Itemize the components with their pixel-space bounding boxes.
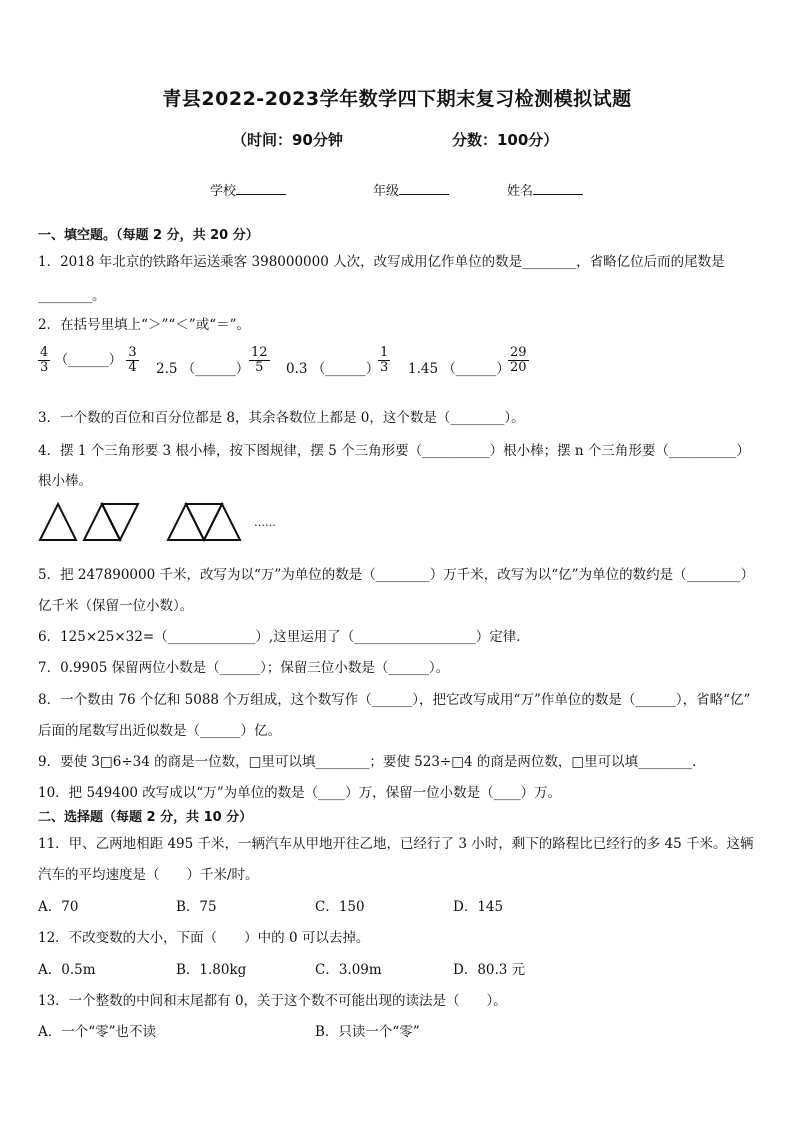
q11-option-a[interactable]: A．70 — [38, 899, 79, 915]
comparison-2 — [156, 357, 249, 377]
q11-option-c[interactable]: C．150 — [315, 899, 365, 915]
section-fill-blank: 一、填空题。（每题 2 分，共 20 分） — [38, 228, 259, 243]
compare-blank-4[interactable]: （______） — [442, 361, 510, 377]
question-7: 7．0.9905 保留两位小数是（______）；保留三位小数是（______）。 — [38, 660, 450, 676]
decimal-value: 2.5 — [156, 361, 178, 377]
question-11-line1: 11．甲、乙两地相距 495 千米，一辆汽车从甲地开往乙地，已经行了 3 小时，剩下的路程比已经行的多 45 千米。这辆 — [38, 836, 754, 852]
question-12: 12．不改变数的大小，下面（ ）中的 0 可以去掉。 — [38, 930, 370, 946]
comparison-4 — [408, 357, 510, 377]
q11-option-b[interactable]: B．75 — [176, 899, 217, 915]
q13-option-a[interactable]: A．一个“零”也不读 — [38, 1024, 157, 1040]
q11-option-d[interactable]: D．145 — [453, 899, 504, 915]
q12-option-d[interactable]: D．80.3 元 — [453, 962, 526, 978]
fraction: $\frac{1}{3}$ — [380, 345, 389, 376]
triangle-group-3 — [168, 504, 240, 540]
question-4-line1: 4．摆 1 个三角形要 3 根小棒，按下图规律，摆 5 个三角形要（__________）根小棒；摆 n 个三角形要（__________） — [38, 443, 750, 459]
section-multiple-choice: 二、选择题（每题 2 分，共 10 分） — [38, 810, 253, 825]
question-5-line2: 亿千米（保留一位小数）。 — [38, 598, 194, 614]
score-label: 分数：100分） — [452, 131, 559, 149]
compare-blank-2[interactable]: （______） — [181, 361, 250, 377]
question-10: 10．把 549400 改写成以“万”为单位的数是（____）万，保留一位小数是（____）万。 — [38, 785, 562, 801]
name-field[interactable] — [507, 180, 583, 199]
question-5-line1: 5．把 247890000 千米，改写为以“万”为单位的数是（________）万千米，改写为以“亿”为单位的数约是（________） — [38, 567, 755, 583]
time-label: （时间：90分钟 — [232, 131, 343, 149]
compare-blank-1[interactable]: （______） — [54, 352, 123, 369]
question-2: 2．在括号里填上“＞”“＜”或“＝”。 — [38, 317, 250, 333]
decimal-value: 0.3 — [286, 361, 308, 377]
question-8-line2: 后面的尾数写出近似数是（______）亿。 — [38, 723, 281, 739]
name-label: 姓名 — [507, 184, 534, 199]
triangle-pattern-figure — [36, 500, 246, 544]
fraction: $\frac{12}{5}$ — [251, 345, 268, 376]
school-field[interactable] — [210, 180, 286, 199]
question-6: 6．125×25×32=（_____________）,这里运用了（__________________）定律． — [38, 629, 530, 645]
q12-option-b[interactable]: B．1.80kg — [176, 962, 247, 978]
comparison-2-fraction — [249, 346, 270, 376]
grade-label: 年级 — [373, 184, 400, 199]
page-title: 青县2022-2023学年数学四下期末复习检测模拟试题 — [162, 88, 632, 110]
q13-option-b[interactable]: B．只读一个“零” — [315, 1024, 420, 1040]
question-4-line2: 根小棒。 — [38, 473, 92, 489]
comparison-4-fraction — [508, 346, 529, 376]
comparison-1 — [38, 346, 139, 376]
question-1-line1: 1．2018 年北京的铁路年运送乘客 398000000 人次，改写成用亿作单位的数是________，省略亿位后而的尾数是 — [38, 254, 725, 270]
question-11-line2: 汽车的平均速度是（ ）千米/时。 — [38, 867, 259, 883]
grade-blank[interactable] — [399, 182, 449, 195]
triangle-group-1 — [40, 504, 76, 540]
q12-option-a[interactable]: A．0.5m — [38, 962, 96, 978]
ellipsis: …… — [254, 516, 276, 529]
compare-blank-3[interactable]: （______） — [311, 361, 380, 377]
decimal-value: 1.45 — [408, 361, 439, 377]
school-label: 学校 — [210, 184, 237, 199]
school-blank[interactable] — [236, 182, 286, 195]
comparison-3-fraction — [378, 346, 390, 376]
question-9: 9．要使 3□6÷34 的商是一位数，□里可以填________；要使 523÷□4 的商是两位数，□里可以填________． — [38, 754, 706, 770]
q12-option-c[interactable]: C．3.09m — [315, 962, 382, 978]
triangle-group-2 — [84, 504, 138, 540]
name-blank[interactable] — [533, 182, 583, 195]
fraction: $\frac{3}{4}$ — [128, 345, 137, 376]
question-13: 13．一个整数的中间和末尾都有 0，关于这个数不可能出现的读法是（ ）。 — [38, 993, 507, 1009]
fraction: $\frac{4}{3}$ — [40, 345, 49, 376]
comparison-3 — [286, 357, 379, 377]
fraction: $\frac{29}{20}$ — [510, 345, 527, 376]
grade-field[interactable] — [373, 180, 449, 199]
question-3: 3．一个数的百位和百分位都是 8，其余各数位上都是 0，这个数是（________）。 — [38, 410, 525, 426]
question-1-line2: ________。 — [38, 288, 106, 304]
question-8-line1: 8．一个数由 76 个亿和 5088 个万组成，这个数写作（______），把它改写成用“万”作单位的数是（______），省略“亿” — [38, 692, 751, 708]
